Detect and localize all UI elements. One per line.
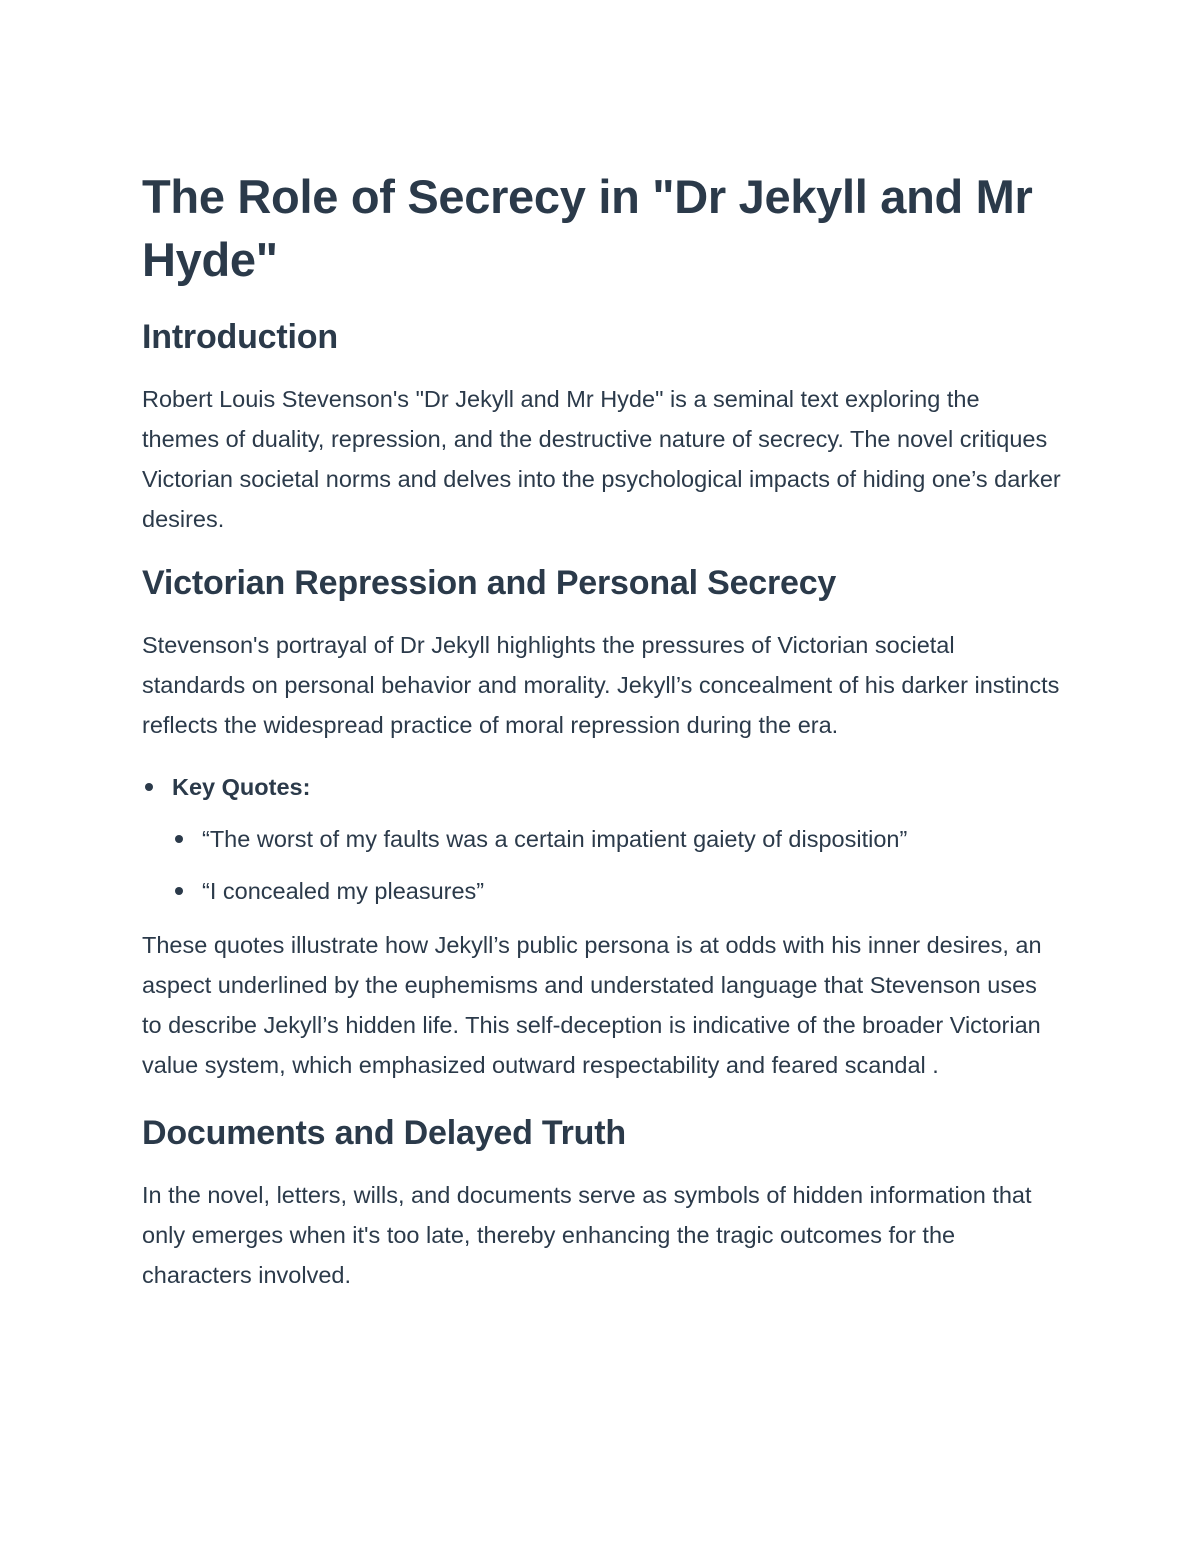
section-paragraph: Stevenson's portrayal of Dr Jekyll highlights the pressures of Victorian societal standards on personal behavior and morality. Jekyll’s concealment of his darker instincts reflects the widespread practice of moral repression during the era.: [142, 632, 1060, 738]
bullet-icon: [175, 835, 183, 843]
section-heading: Introduction: [142, 318, 338, 356]
section-introduction: [142, 315, 1062, 539]
section-heading: Documents and Delayed Truth: [142, 1114, 626, 1152]
list-item: [172, 871, 1062, 911]
bullet-icon: [175, 887, 183, 895]
quote-text: “The worst of my faults was a certain impatient gaiety of disposition”: [202, 826, 908, 852]
section-heading: Victorian Repression and Personal Secrecy: [142, 564, 837, 602]
list-item: [142, 767, 1062, 911]
bullet-icon: [145, 783, 153, 791]
section-paragraph: In the novel, letters, wills, and documents serve as symbols of hidden information that only emerges when it's too late, thereby enhancing the tragic outcomes for the characters involved.: [142, 1182, 1032, 1288]
list-item: [172, 819, 1062, 859]
document-page: [142, 165, 1062, 1317]
key-quotes-label: Key Quotes:: [172, 774, 311, 800]
document-title: The Role of Secrecy in "Dr Jekyll and Mr Hyde": [142, 170, 1033, 286]
quote-text: “I concealed my pleasures”: [202, 878, 485, 904]
section-documents-delayed-truth: [142, 1111, 1062, 1295]
section-paragraph: Robert Louis Stevenson's "Dr Jekyll and Mr Hyde" is a seminal text exploring the themes of duality, repression, and the destructive nature of secrecy. The novel critiques Victorian societal norms and delves into the psychological impacts of hiding one’s darker desires.: [142, 386, 1061, 532]
quotes-sublist: [172, 819, 1062, 911]
key-quotes-list: [142, 767, 1062, 911]
section-victorian-repression: [142, 561, 1062, 1085]
section-paragraph: These quotes illustrate how Jekyll’s public persona is at odds with his inner desires, an aspect underlined by the euphemisms and understated language that Stevenson uses to describe Jekyll’s hidden life. This self-deception is indicative of the broader Victorian value system, which emphasized outward respectability and feared scandal .: [142, 932, 1042, 1078]
